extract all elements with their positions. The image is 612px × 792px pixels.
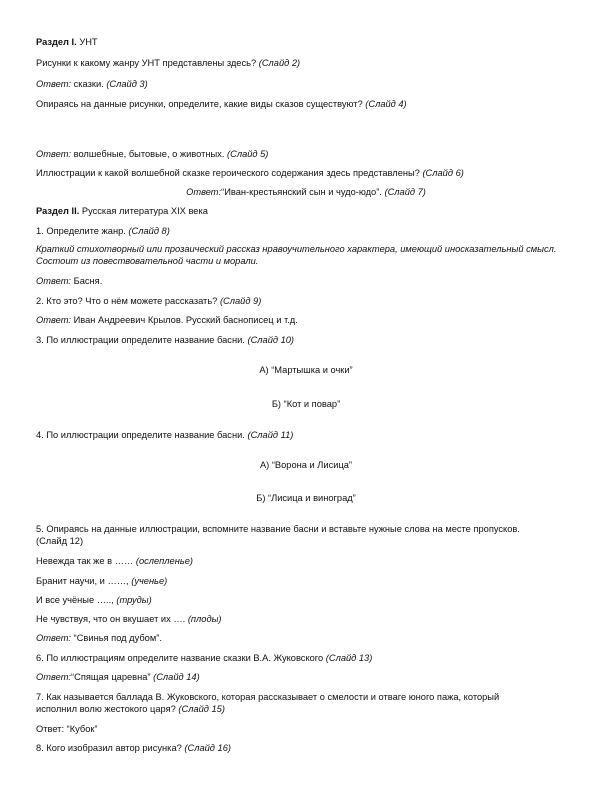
item-1-description-text-2: Состоит из повествовательной части и морали. <box>36 256 259 266</box>
section-1-title: УНТ <box>79 37 98 47</box>
answer-1 <box>36 78 148 90</box>
question-1 <box>36 57 300 69</box>
item-2 <box>36 295 261 307</box>
item-6-text: 6. По иллюстрациям определите название сказки В.А. Жуковского <box>36 653 324 663</box>
item-7-line-2 <box>36 703 225 715</box>
item-2-answer-text: Иван Андреевич Крылов. Русский баснописец и т.д. <box>73 315 298 325</box>
item-7-text-2: исполнил волю жестокого царя? <box>36 704 176 714</box>
answer-2-slide: (Слайд 5) <box>227 149 269 159</box>
item-4-text: 4. По иллюстрации определите название басни. <box>36 430 245 440</box>
question-2-slide: (Слайд 4) <box>365 99 407 109</box>
item-5-answer-label: Ответ: <box>36 633 72 643</box>
item-6-answer-slide: (Слайд 14) <box>153 672 200 682</box>
item-2-answer <box>36 314 298 326</box>
item-3-option-a: А) “Мартышка и очки” <box>259 365 353 375</box>
item-2-slide: (Слайд 9) <box>219 296 262 306</box>
item-5-line-4-text: Не чувствуя, что он вкушает их …. <box>36 614 186 624</box>
answer-1-label: Ответ: <box>36 79 72 89</box>
item-6-answer <box>36 671 200 683</box>
item-5-line-2-text: Бранит научи, и ……, <box>36 576 129 586</box>
item-6 <box>36 652 372 664</box>
item-7-line-1 <box>36 691 499 703</box>
item-1-slide: (Слайд 8) <box>128 226 170 236</box>
item-5-slide: (Слайд 12) <box>36 536 84 546</box>
answer-3 <box>36 186 576 198</box>
item-5-line-1-text: Невежда так же в …… <box>36 556 134 566</box>
item-5-line-2-hint: (ученье) <box>131 576 168 586</box>
item-5-line-3-hint: (труды) <box>116 595 152 605</box>
item-1-description-text-1: Краткий стихотворный или прозаический рассказ нравоучительного характера, имеющий иносказательный смысл. <box>36 244 557 254</box>
item-2-answer-label: Ответ: <box>36 315 72 325</box>
section-1-heading <box>36 36 98 48</box>
question-3 <box>36 167 464 179</box>
item-3 <box>36 334 294 346</box>
item-1-answer-label: Ответ: <box>36 276 72 286</box>
answer-2-text: волшебные, бытовые, о животных. <box>73 149 225 159</box>
item-5-line-1-hint: (ослепленье) <box>135 556 193 566</box>
item-3-option-b: Б) “Кот и повар” <box>271 399 341 409</box>
item-1-answer-text: Басня. <box>73 276 103 286</box>
item-4-option-b: Б) “Лисица и виноград” <box>256 493 356 503</box>
item-1-answer <box>36 275 102 287</box>
item-5 <box>36 523 520 535</box>
item-1-description-line-2 <box>36 255 258 267</box>
item-4-option-a: А) “Ворона и Лисица” <box>259 460 353 470</box>
item-5-line-2 <box>36 575 167 587</box>
item-5-line-3-text: И все учёные ….., <box>36 595 114 605</box>
item-5-line-1 <box>36 555 193 567</box>
answer-3-label: Ответ: <box>186 187 222 197</box>
item-1-text: 1. Определите жанр. <box>36 226 126 236</box>
item-5-answer-text: “Свинья под дубом”. <box>73 633 162 643</box>
question-2 <box>36 98 407 110</box>
item-4 <box>36 429 293 441</box>
question-2-text: Опираясь на данные рисунки, определите, какие виды сказов существуют? <box>36 99 363 109</box>
question-3-slide: (Слайд 6) <box>422 168 464 178</box>
answer-1-slide: (Слайд 3) <box>106 79 148 89</box>
answer-1-text: сказки. <box>73 79 104 89</box>
item-6-answer-text: “Спящая царевна” <box>71 672 151 682</box>
answer-2-label: Ответ: <box>36 149 72 159</box>
item-7-answer: Ответ: “Кубок” <box>36 724 98 734</box>
answer-3-text: “Иван-крестьянский сын и чудо-юдо”. <box>221 187 382 197</box>
item-8-slide: (Слайд 16) <box>184 743 231 753</box>
item-2-text: 2. Кто это? Что о нём можете рассказать? <box>36 296 218 306</box>
section-1-label: Раздел I. <box>36 37 77 47</box>
answer-3-slide: (Слайд 7) <box>384 187 426 197</box>
item-8 <box>36 742 231 754</box>
answer-2 <box>36 148 268 160</box>
item-5-line-4-hint: (плоды) <box>187 614 222 624</box>
question-1-slide: (Слайд 2) <box>258 58 301 68</box>
item-1 <box>36 225 170 237</box>
section-2-title: Русская литература XIX века <box>81 206 208 216</box>
item-5-slide-line <box>36 535 83 547</box>
item-5-line-3 <box>36 594 152 606</box>
item-6-answer-label: Ответ: <box>36 672 72 682</box>
item-5-answer <box>36 632 162 644</box>
section-2-heading <box>36 205 208 217</box>
item-6-slide: (Слайд 13) <box>325 653 373 663</box>
item-1-description-line-1 <box>36 243 556 255</box>
question-1-text: Рисунки к какому жанру УНТ представлены здесь? <box>36 58 257 68</box>
item-3-slide: (Слайд 10) <box>247 335 295 345</box>
item-4-slide: (Слайд 11) <box>247 430 294 440</box>
section-2-label: Раздел II. <box>36 206 80 216</box>
item-3-text: 3. По иллюстрации определите название басни. <box>36 335 245 345</box>
item-8-text: 8. Кого изобразил автор рисунка? <box>36 743 182 753</box>
item-5-line-4 <box>36 613 222 625</box>
item-7-text-1: 7. Как называется баллада В. Жуковского, которая рассказывает о смелости и отваге юного пажа, который <box>36 692 500 702</box>
item-7-slide: (Слайд 15) <box>178 704 225 714</box>
item-5-text: 5. Опираясь на данные иллюстрации, вспомните название басни и вставьте нужные слова на месте пропусков. <box>36 524 520 534</box>
question-3-text: Иллюстрации к какой волшебной сказке героического содержания здесь представлены? <box>36 168 420 178</box>
